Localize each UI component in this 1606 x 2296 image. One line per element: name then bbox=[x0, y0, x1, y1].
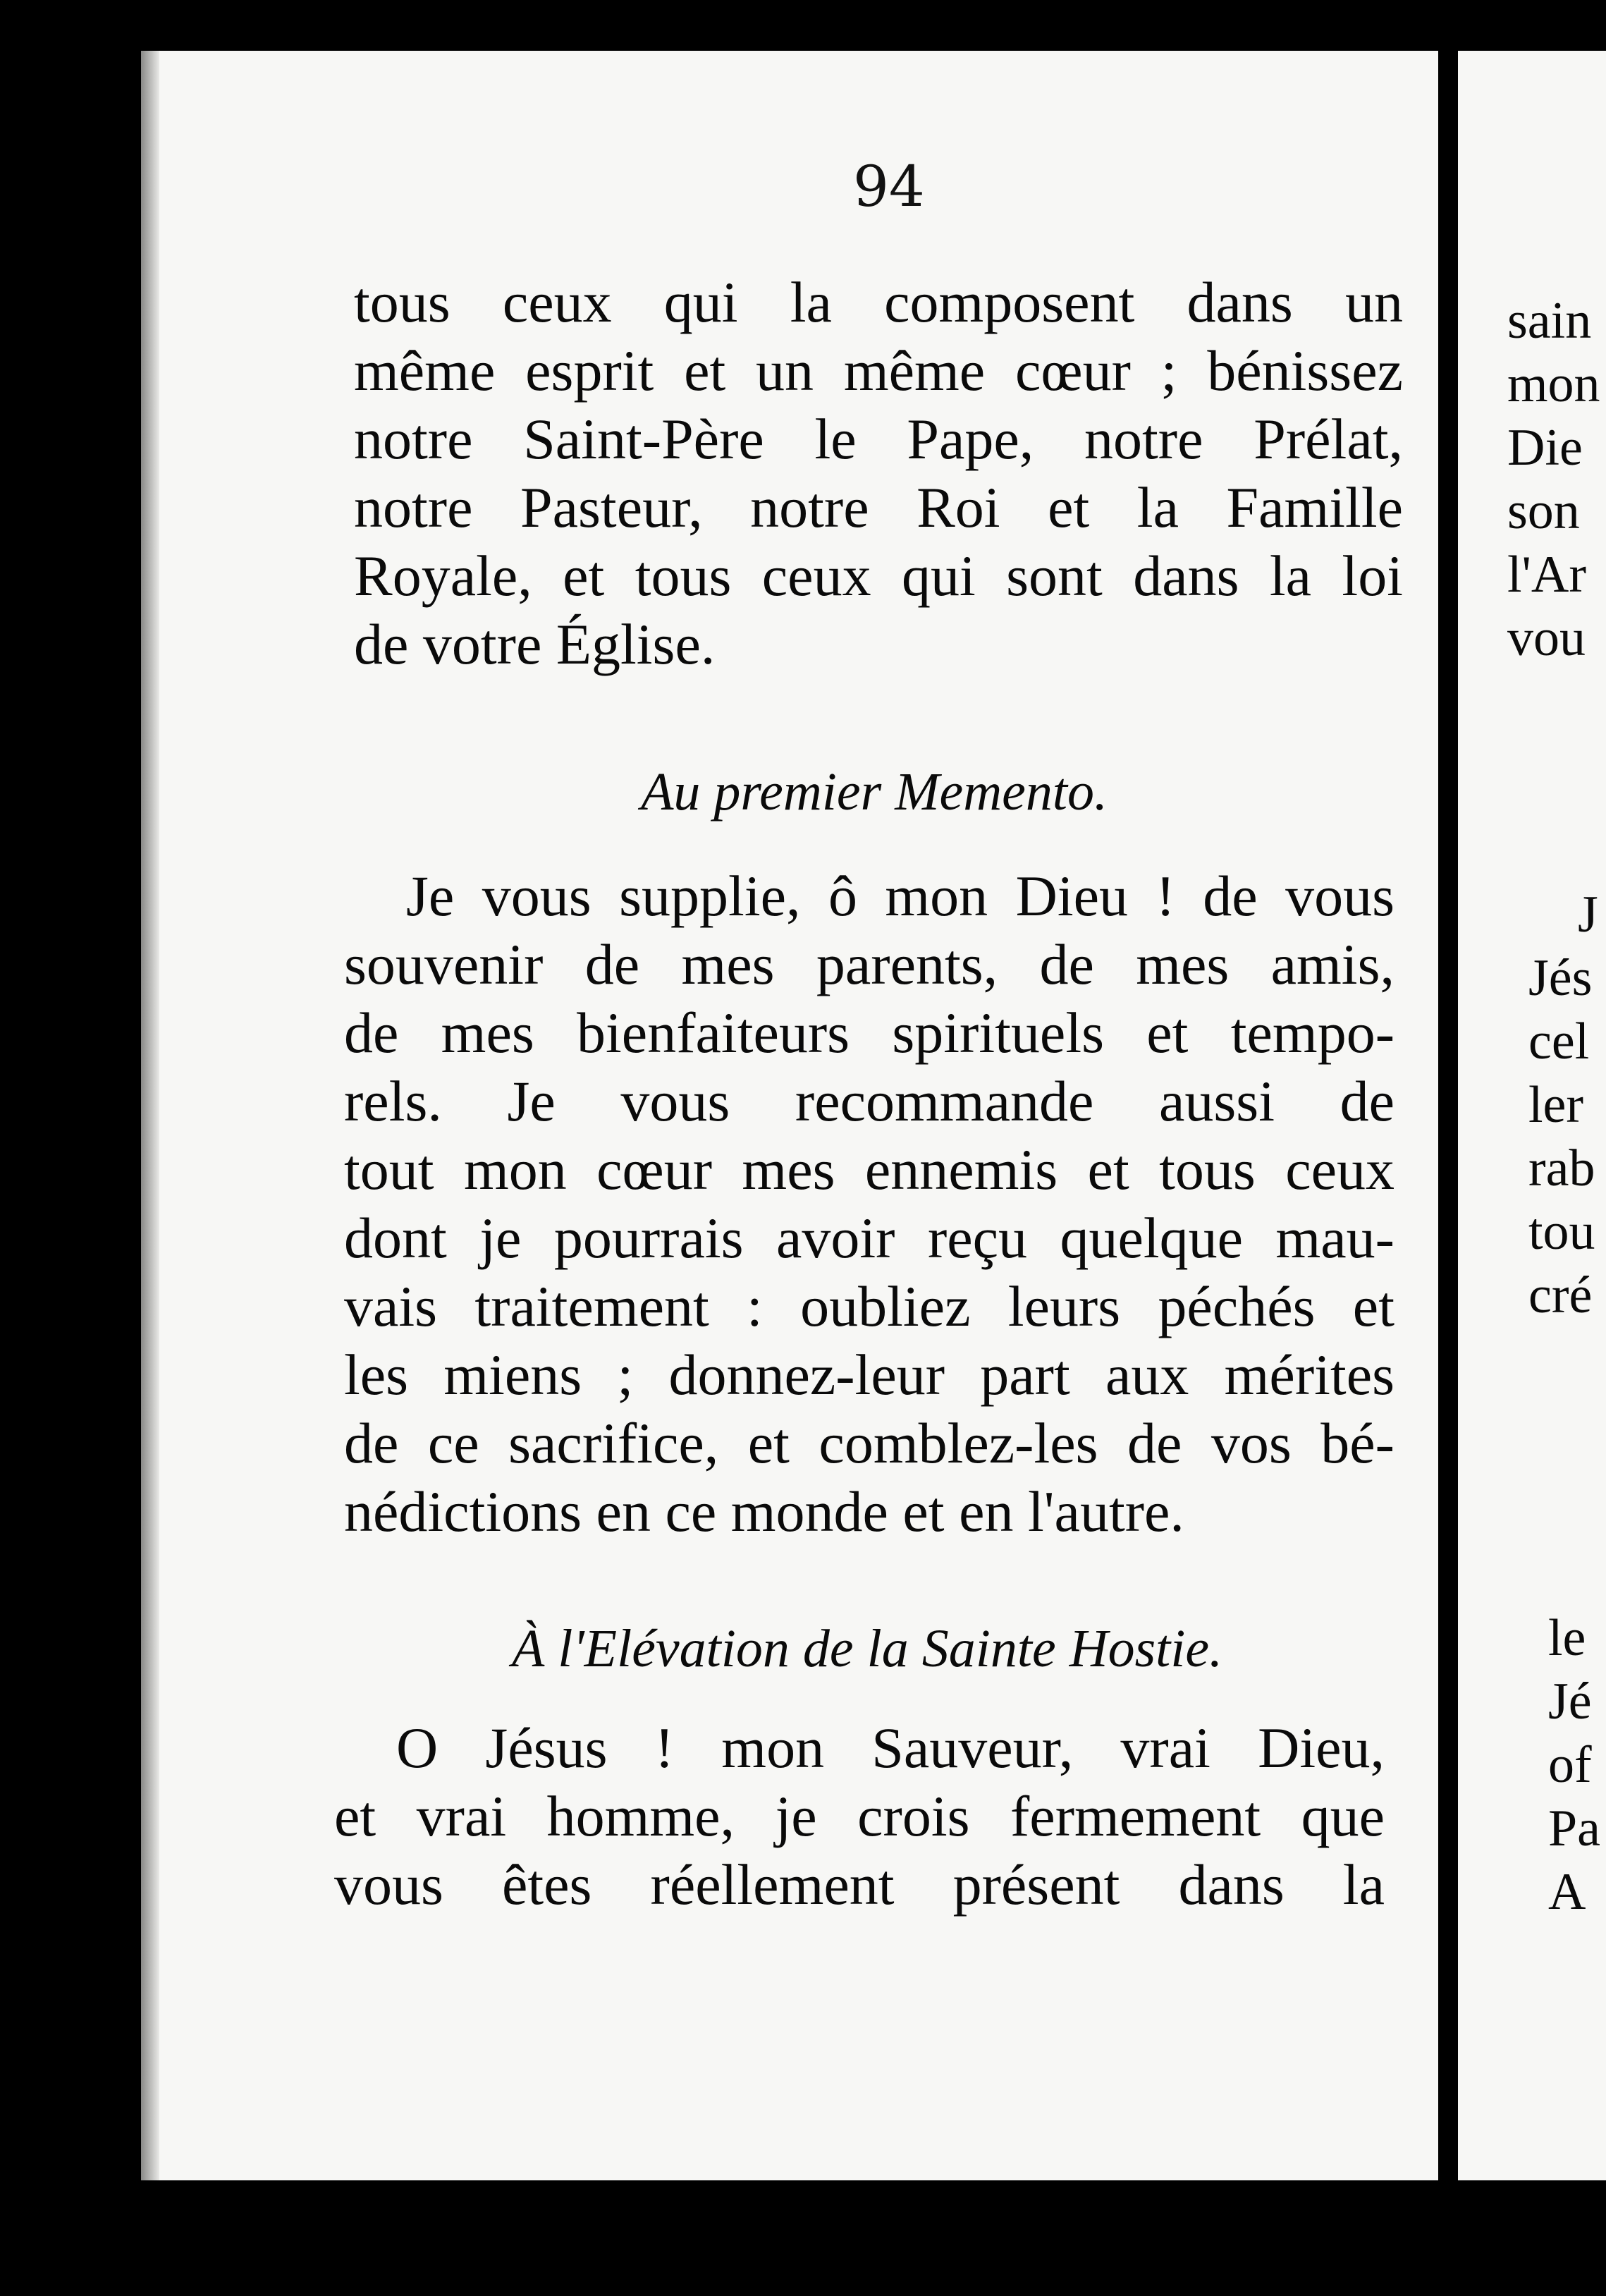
section-heading-memento: Au premier Memento. bbox=[641, 762, 1108, 822]
text-line: notre Saint-Père le Pape, notre Prélat, bbox=[354, 407, 1403, 471]
text-line: tout mon cœur mes ennemis et tous ceux bbox=[344, 1137, 1394, 1202]
paragraph-continued bbox=[354, 268, 1403, 678]
text-fragment: l'Ar bbox=[1507, 546, 1586, 604]
right-page-fragment-2 bbox=[1528, 946, 1595, 1327]
text-line: Royale, et tous ceux qui sont dans la loi bbox=[354, 544, 1403, 608]
text-line: O Jésus ! mon Sauveur, vrai Dieu, bbox=[396, 1716, 1385, 1780]
text-line: rels. Je vous recommande aussi de bbox=[344, 1069, 1394, 1133]
paragraph-memento bbox=[344, 862, 1394, 1546]
text-fragment: sain bbox=[1507, 292, 1592, 350]
text-line: notre Pasteur, notre Roi et la Famille bbox=[354, 475, 1403, 539]
text-fragment: ler bbox=[1528, 1076, 1584, 1134]
paragraph-elevation bbox=[334, 1714, 1385, 1919]
right-page-fragment-2a bbox=[1578, 883, 1598, 946]
text-fragment: Jé bbox=[1548, 1673, 1592, 1730]
text-line: vous êtes réellement présent dans la bbox=[334, 1852, 1385, 1917]
text-line: Je vous supplie, ô mon Dieu ! de vous bbox=[406, 864, 1394, 928]
text-fragment: vou bbox=[1507, 609, 1586, 667]
text-line: tous ceux qui la composent dans un bbox=[354, 270, 1403, 334]
text-line: même esprit et un même cœur ; bénissez bbox=[354, 338, 1403, 403]
text-fragment: le bbox=[1548, 1609, 1586, 1667]
text-fragment: rab bbox=[1528, 1140, 1595, 1197]
text-fragment: J bbox=[1578, 886, 1598, 944]
text-fragment: Die bbox=[1507, 419, 1583, 477]
right-page-fragment-3 bbox=[1548, 1606, 1600, 1924]
text-fragment: cré bbox=[1528, 1266, 1593, 1324]
right-page-fragment-1 bbox=[1507, 289, 1600, 670]
text-fragment: A bbox=[1548, 1863, 1586, 1921]
text-fragment: of bbox=[1548, 1736, 1592, 1794]
text-line: souvenir de mes parents, de mes amis, bbox=[344, 932, 1394, 996]
text-line: dont je pourrais avoir reçu quelque mau- bbox=[344, 1206, 1394, 1270]
text-fragment: mon bbox=[1507, 355, 1600, 413]
section-heading-elevation: À l'Elévation de la Sainte Hostie. bbox=[511, 1619, 1223, 1678]
text-line: vais traitement : oubliez leurs péchés et bbox=[344, 1274, 1394, 1338]
text-fragment: tou bbox=[1528, 1203, 1595, 1261]
text-fragment: Jés bbox=[1528, 949, 1593, 1007]
text-fragment: Pa bbox=[1548, 1800, 1600, 1857]
text-line: nédictions en ce monde et en l'autre. bbox=[344, 1479, 1184, 1544]
text-line: et vrai homme, je crois fermement que bbox=[334, 1784, 1385, 1848]
text-fragment: son bbox=[1507, 482, 1580, 540]
text-line: de mes bienfaiteurs spirituels et tempo- bbox=[344, 1001, 1394, 1065]
page-number: 94 bbox=[853, 154, 925, 219]
text-fragment: cel bbox=[1528, 1013, 1590, 1070]
text-line: de votre Église. bbox=[354, 612, 716, 676]
text-line: les miens ; donnez-leur part aux mérites bbox=[344, 1343, 1394, 1407]
text-line: de ce sacrifice, et comblez-les de vos bé- bbox=[344, 1411, 1394, 1475]
